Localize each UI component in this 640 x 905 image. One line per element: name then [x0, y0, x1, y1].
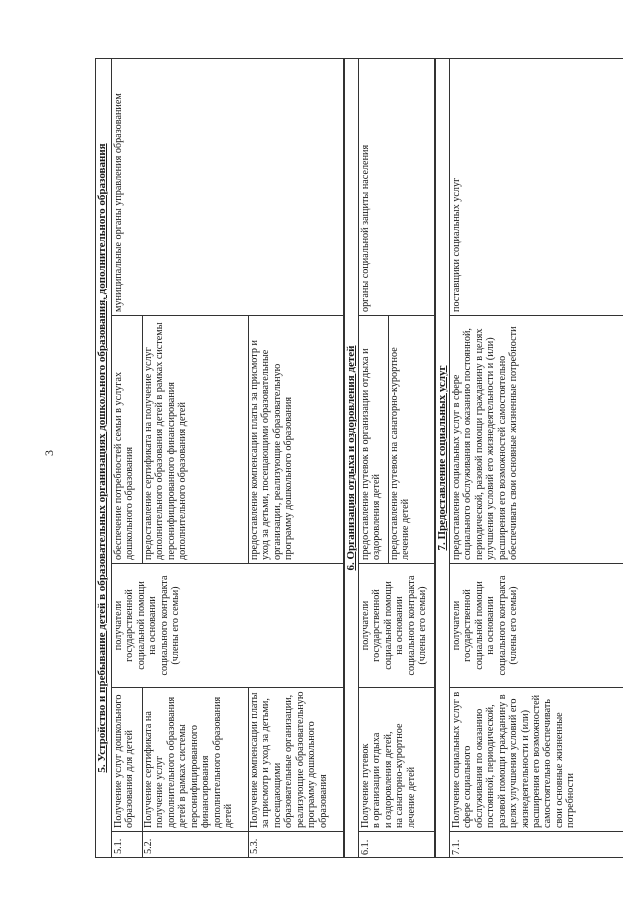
row-6-1-num: 6.1. — [359, 831, 434, 857]
row-5-3-service: Получение компенсации платы за присмотр и уход за детьми, посещающими образовательные организации, реализующие образовательную программу дошкольного образования — [249, 691, 329, 828]
section-7-header: 7. Предоставление социальных услуг — [435, 58, 450, 858]
row-6-1-result-2: предоставление путевок на санаторно-курортное лечение детей — [389, 347, 412, 560]
row-6-1-result-1: предоставление путевок в организации отдыха и оздоровления детей — [360, 348, 383, 560]
page-number: 3 — [42, 450, 56, 456]
row-5-2-num: 5.2. — [143, 838, 154, 854]
row-5-1-service: Получение услуг дошкольного образования для детей — [113, 694, 136, 828]
section-7-body — [450, 58, 623, 858]
row-5-2-result: предоставление сертификата на получение услуг дополнительного образования детей в рамках системы персонифицированного финансирования дополнительного образования детей — [143, 322, 189, 560]
section-5-service-col — [112, 687, 343, 831]
row-6-1-recipients: получатели государственной социальной помощи на основании социального контракта (члены его семьи) — [359, 563, 434, 687]
row-7-1-service: Получение социальных услуг в сфере социального обслуживания по оказанию постоянной, периодической, разовой помощи гражданину в целях улучшения условий его жизнедеятельности и (или) расширения его возможностей самостоятельно обеспечивать свои основные жизненные потребности — [450, 687, 623, 831]
section-5-header: 5. Устройство и пребывание детей в образовательных организациях дошкольного образования, дополнительного образования — [95, 58, 112, 858]
services-table — [95, 58, 623, 858]
row-5-3-num: 5.3. — [249, 838, 260, 854]
row-5-3-result: предоставление компенсации платы за присмотр и уход за детьми, посещающими образовательные организации, реализующие образовательную программу дошкольного образования — [249, 340, 295, 560]
section-5-body — [112, 58, 344, 858]
row-6-1-service: Получение путевок в организации отдыха и оздоровления детей, на санаторно-курортное лечение детей — [359, 687, 434, 831]
row-7-1-result: предоставление социальных услуг в сфере социального обслуживания по оказанию постоянной, периодической, разовой помощи гражданину в целях улучшения условий его жизнедеятельности и (или) расширения его возможностей самостоятельно обеспечивать свои основные жизненные потребности — [450, 315, 623, 563]
section-6-header: 6. Организация отдыха и оздоровления детей — [344, 58, 359, 858]
section-5-num-col — [112, 831, 343, 857]
row-7-1-recipients: получатели государственной социальной помощи на основании социального контракта (члены его семьи) — [450, 563, 623, 687]
row-5-2-service: Получение сертификата на получение услуг дополнительного образования детей в рамках системы персонифицированного финансирования дополнительного образования детей — [143, 696, 234, 828]
row-5-1-num: 5.1. — [113, 838, 124, 854]
section-6-body — [359, 58, 435, 858]
section-5-result-col — [112, 315, 343, 563]
row-5-agencies: муниципальные органы управления образованием — [113, 93, 124, 312]
row-6-1-result — [359, 315, 434, 563]
row-7-1-agencies: поставщики социальных услуг — [451, 177, 462, 312]
row-6-1-agencies: органы социальной защиты населения — [360, 144, 371, 312]
row-5-recipients: получатели государственной социальной помощи на основании социального контракта (члены его семьи) — [112, 563, 343, 687]
row-7-1-num: 7.1. — [450, 831, 623, 857]
row-5-1-result: обеспечение потребностей семьи в услугах дошкольного образования — [113, 371, 136, 560]
